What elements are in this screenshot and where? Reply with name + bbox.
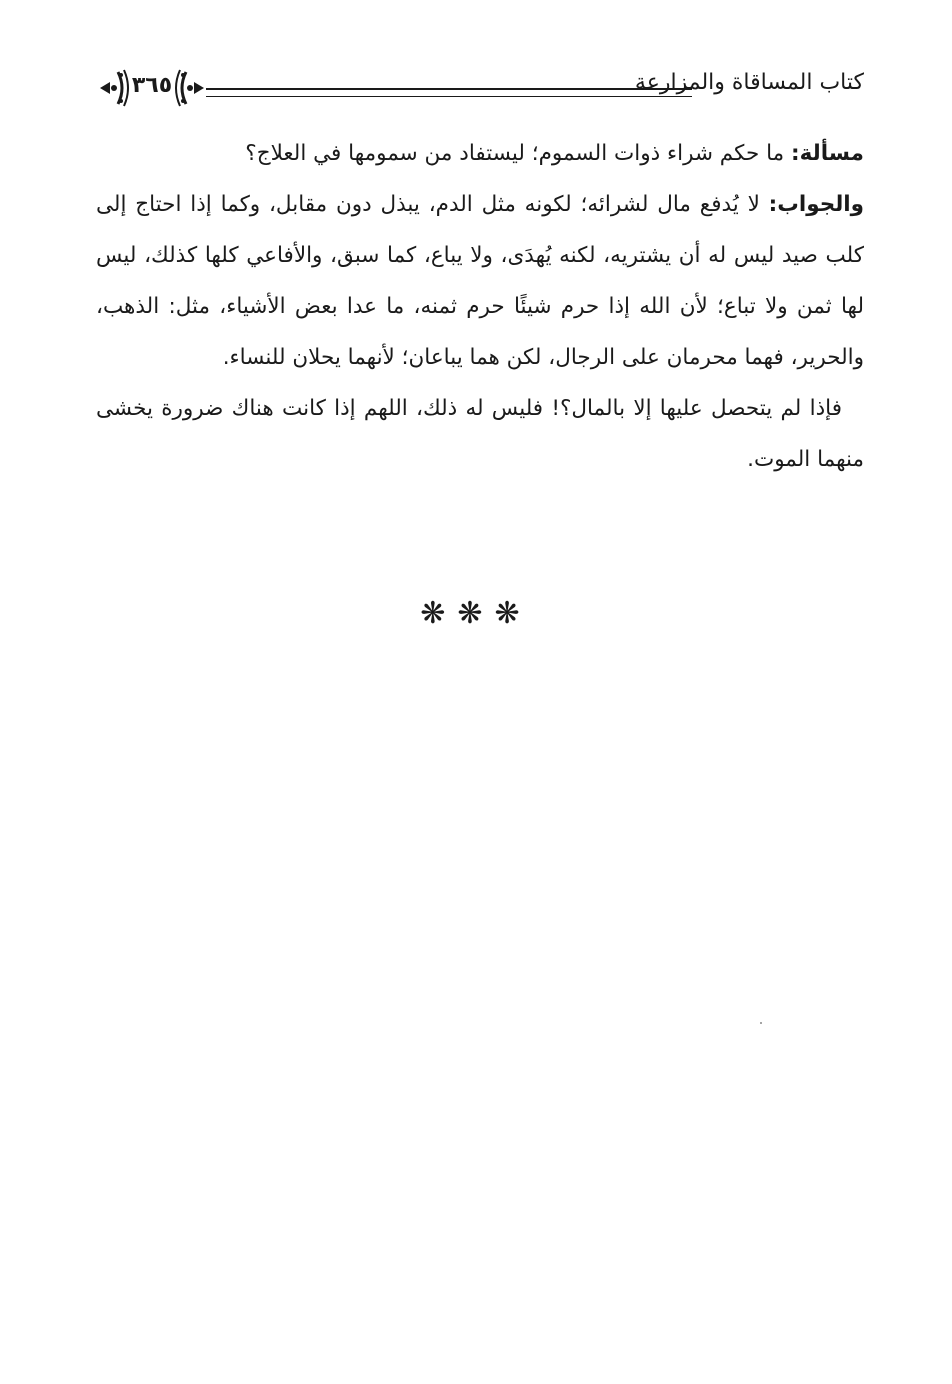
page-number: ٣٦٥ xyxy=(131,73,173,98)
answer-text: لا يُدفع مال لشرائه؛ لكونه مثل الدم، يبذل دون مقابل، وكما إذا احتاج إلى كلب صيد ليس له أن يشتريه، لكنه يُهدَى، ولا يباع، كما سبق، والأفاعي كلها كذلك، ليس لها ثمن ولا تباع؛ لأن الله إذا حرم شيئًا حرم ثمنه، ما عدا بعض الأشياء، مثل: الذهب، والحرير، فهما محرمان على الرجال، لكن هما يباعان؛ لأنهما يحلان للنساء. xyxy=(96,192,864,370)
closing-paragraph: فإذا لم يتحصل عليها إلا بالمال؟! فليس له ذلك، اللهم إذا كانت هناك ضرورة يخشى منهما الموت. xyxy=(96,396,864,472)
book-title: كتاب المساقاة والمزارعة xyxy=(634,70,864,95)
page-number-ornament xyxy=(96,62,208,114)
page-content xyxy=(96,128,864,485)
question-label: مسألة: xyxy=(791,141,864,166)
header-rule xyxy=(206,88,692,97)
question-text: ما حكم شراء ذوات السموم؛ ليستفاد من سمومها في العلاج؟ xyxy=(245,141,792,166)
answer-label: والجواب: xyxy=(768,192,864,217)
answer-paragraph xyxy=(96,179,864,383)
running-header xyxy=(96,60,864,116)
section-separator-icon: ❋❋❋ xyxy=(420,596,532,631)
print-speck xyxy=(760,1022,762,1024)
question-paragraph xyxy=(96,128,864,179)
